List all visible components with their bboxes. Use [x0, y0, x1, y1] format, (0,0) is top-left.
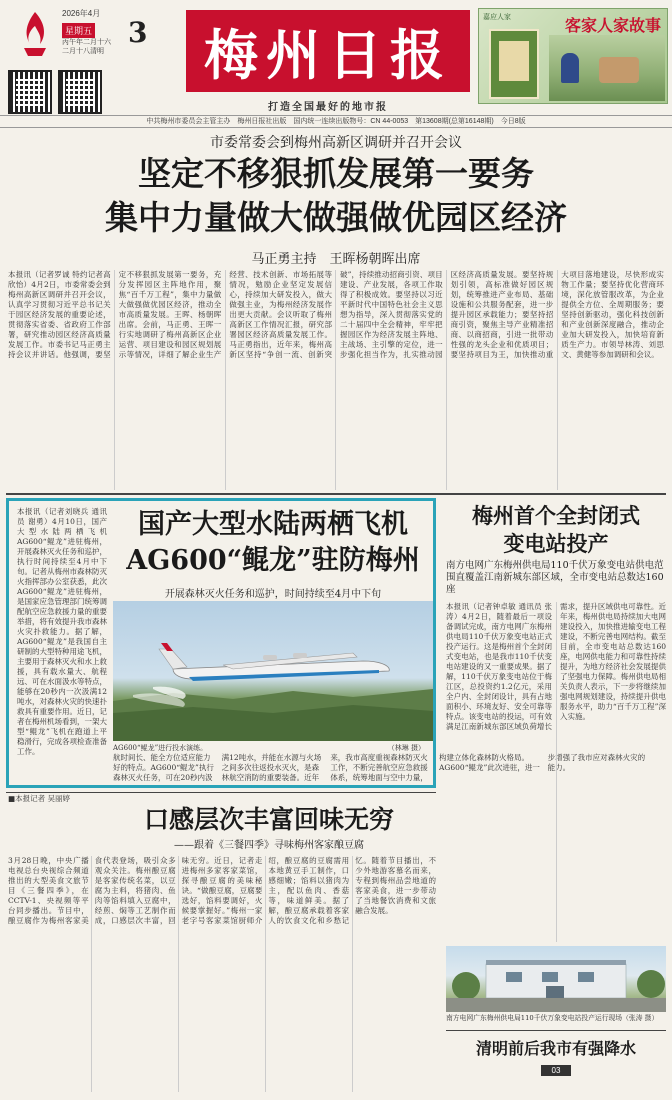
lunar-date-2: 二月十八清明 — [62, 48, 104, 55]
promo-product-image — [489, 29, 539, 99]
lunar-date-1: 丙午年二月十六 — [62, 39, 111, 46]
page-number: 3 — [128, 16, 148, 49]
newspaper-logo — [18, 10, 52, 58]
lead-headline-line-2: 集中力量做大做强做优园区经济 — [105, 198, 567, 237]
promo-family-photo — [549, 35, 665, 101]
weather-teaser[interactable] — [446, 1036, 666, 1092]
ag600-headline-line-2: AG600“鲲龙”驻防梅州 — [126, 545, 420, 576]
newspaper-title-text: 梅州日报 — [204, 22, 452, 87]
lead-headline-line-1: 坚定不移狠抓发展第一要务 — [138, 154, 534, 193]
lead-headline[interactable] — [0, 152, 672, 240]
tofu-subheadline: ——跟着《三餐四季》寻味梅州客家酿豆腐 — [174, 840, 364, 851]
section-divider-3 — [446, 1030, 666, 1031]
seaplane-icon — [113, 601, 433, 741]
promo-brand: 嘉应人家 — [483, 14, 511, 21]
ag600-article-body: 航时间长、能全方位适应能力好的特点。AG600“鲲龙”执行森林灭火任务，可在20秒内汲满12吨水，并能在水源与火场之间多次往返投水灭火，是森林航空消防的重要装备。近年来，我市高度重视森林防灭火工作，不断完善航空应急救援体系，统筹地面与空中力量，构建立体化森林防火格局。AG600“鲲龙”此次进驻，进一步增强了我市应对森林火灾的能力。 — [113, 753, 646, 782]
masthead — [0, 0, 672, 125]
ag600-lead-text: 本报讯（记者刘晓兵 通讯员 谢勇）4月10日，国产大型水陆两栖飞机AG600“鲲龙”进驻梅州，开展森林灭火任务和巡护，执行时间持续至4月中下旬。记者从梅州市森林防灭火指挥部办公室获悉，此次AG600“鲲龙”进驻梅州，是国家应急管理部门统筹调配航空应急救援力量的重要举措，将有效提升我市森林火灾扑救能力。据了解，AG600“鲲龙”是我国自主研制的大型特种用途飞机，主要用于森林灭火和水上救援，具有载水量大、航程远、可在水面汲水等特点，能够在20秒内一次汲满12吨水，对森林火灾的快速扑救具有重要作用。近日，记者在梅州机场看到，一架大型“鲲龙”飞机在跑道上平稳滑行，完成各项检查准备工作。 — [17, 507, 107, 756]
publication-info: 中共梅州市委员会主管主办 梅州日报社出版 国内统一连续出版物号：CN 44-0053 第13608期(总第16148期) 今日8版 — [0, 115, 672, 128]
flame-logo-icon — [18, 10, 52, 58]
weather-teaser-page: 03 — [541, 1065, 571, 1076]
substation-headline-line-2: 变电站投产 — [503, 531, 609, 556]
substation-headline-line-1: 梅州首个全封闭式 — [472, 503, 640, 528]
section-divider-2 — [6, 792, 436, 793]
qr-code-image — [8, 70, 52, 114]
ag600-subheadline: 开展森林灭火任务和巡护，时间持续至4月中下旬 — [164, 589, 382, 600]
lead-article-body: 本报讯（记者罗诚 特约记者高欣怡）4月2日，市委常委会到梅州高新区调研并召开会议，认真学习贯彻习近平总书记关于园区经济发展的重要论述，贯彻落实省委、省政府工作部署，研究推动园区经济高质量发展工作。市委书记马正勇主持会议并讲话。他强调，要坚定不移狠抓发展第一要务，充分发挥园区主阵地作用，聚焦“百千万工程”，集中力量做大做强做优园区经济，推动全市高质量发展。王晖、杨朝晖出席。会前，马正勇、王晖一行实地调研了梅州高新区企业运营、项目建设和园区规划展示等情况，详细了解企业生产经营、技术创新、市场拓展等情况，勉励企业坚定发展信心，持续加大研发投入，做大做强主业，为梅州经济发展作出更大贡献。会议听取了梅州高新区工作情况汇报，研究部署园区经济高质量发展工作。马正勇指出，近年来，梅州高新区坚持“争创一流、创新突破”，持续推动招商引资、项目建设、产业发展，各项工作取得了积极成效。要坚持以习近平新时代中国特色社会主义思想为指导，深入贯彻落实党的二十届四中全会精神，牢牢把握园区作为经济发展主阵地、主战场、主引擎的定位，进一步强化担当作为，扎实推动园区经济高质量发展。要坚持规划引领，高标准做好园区规划，统筹推进产业布局、基础设施和公共服务配套，进一步提升园区承载能力；要坚持招商引资，聚焦主导产业精准招商、以商招商，引进一批带动性强的龙头企业和优质项目；要坚持项目为王，加快推动重大项目落地建设，尽快形成实物工作量；要坚持优化营商环境，深化放管服改革，为企业提供全方位、全周期服务；要坚持创新驱动，强化科技创新和产业创新深度融合，推动企业加大研发投入，加快培育新质生产力。市领导林涛、刘思文、黄健等参加调研和会议。 — [8, 270, 664, 359]
tofu-headline[interactable]: 口感层次丰富回味无穷 — [143, 805, 394, 834]
weather-teaser-title: 清明前后我市有强降水 — [475, 1039, 636, 1058]
issue-date: 2026年4月 — [62, 9, 101, 18]
promo-banner[interactable] — [478, 8, 668, 104]
substation-photo[interactable] — [446, 946, 666, 1012]
newspaper-slogan: 打造全国最好的地市报 — [268, 102, 388, 113]
ag600-aircraft-photo[interactable] — [113, 601, 433, 741]
issue-weekday: 星期五 — [62, 23, 95, 38]
newspaper-title — [186, 10, 470, 92]
section-divider — [6, 493, 666, 495]
substation-deck: 南方电网广东梅州供电局110千伏万象变电站供电范围直覆盖江南新城东部区域，全市变电站总数达160座 — [446, 560, 664, 595]
lead-subheadline: 马正勇主持 王晖杨朝晖出席 — [251, 252, 421, 267]
ag600-photo-credit: （林琳 摄） — [387, 744, 425, 752]
ag600-headline-line-1: 国产大型水陆两栖飞机 — [138, 509, 408, 540]
ag600-headline[interactable] — [113, 507, 433, 579]
lead-kicker: 市委常委会到梅州高新区调研并召开会议 — [210, 135, 462, 151]
tofu-byline: ■本报记者 吴丽婷 — [8, 794, 70, 803]
ag600-photo-caption: AG600“鲲龙”进行投水演练。 — [113, 744, 208, 752]
substation-article-body: 本报讯（记者钟卓敏 通讯员 张涛）4月2日，随着最后一项设备调试完成，南方电网广东梅州供电局110千伏万象变电站正式投产运行。这是梅州首个全封闭式变电站，也是我市110千伏变电站建设的又一重要成果。据了解，110千伏万象变电站位于梅江区，总投资约1.2亿元，采用全户内、全封闭设计，具有占地面积小、环境友好、安全可靠等特点。该变电站的投运，可有效满足江南新城东部区域负荷增长需求，提升区域供电可靠性。近年来，梅州供电局持续加大电网建设投入，加快推进输变电工程建设，不断完善电网结构。截至目前，全市变电站总数达160座，电网供电能力和可靠性持续提升，为地方经济社会发展提供了坚强电力保障。梅州供电局相关负责人表示，下一步将继续加强电网规划建设，持续提升供电服务水平，助力“百千万工程”深入实施。 — [446, 602, 666, 731]
substation-headline[interactable] — [444, 502, 668, 558]
qr-code-image-2 — [58, 70, 102, 114]
substation-photo-caption: 南方电网广东梅州供电局110千伏万象变电站投产运行现场（张涛 摄） — [446, 1014, 659, 1022]
tofu-article-body: 3月28日晚，中央广播电视总台央视综合频道推出的大型美食文旅节目《三餐四季》，在CCTV-1、央视频等平台同步播出。节目中，酿豆腐作为梅州客家美食代表登场，吸引众多观众关注。梅州酿豆腐是客家传统名菜，以豆腐为主料，将猪肉、鱼肉等馅料填入豆腐中，经煎、焖等工艺制作而成，口感层次丰富，回味无穷。近日，记者走进梅州多家客家菜馆，探寻酿豆腐的美味秘诀。“做酿豆腐，豆腐要选好，馅料要调好，火候要掌握好。”梅州一家老字号客家菜馆厨师介绍，酿豆腐的豆腐需用本地黄豆手工制作，口感细嫩；馅料以猪肉为主，配以鱼肉、香菇等，味道鲜美。据了解，酿豆腐承载着客家人的饮食文化和乡愁记忆。随着节目播出，不少外地游客慕名而来，专程到梅州品尝地道的客家美食，进一步带动了当地餐饮消费和文旅融合发展。 — [8, 856, 436, 925]
promo-title: 客家人家故事 — [564, 16, 661, 35]
building-icon — [446, 946, 666, 1012]
